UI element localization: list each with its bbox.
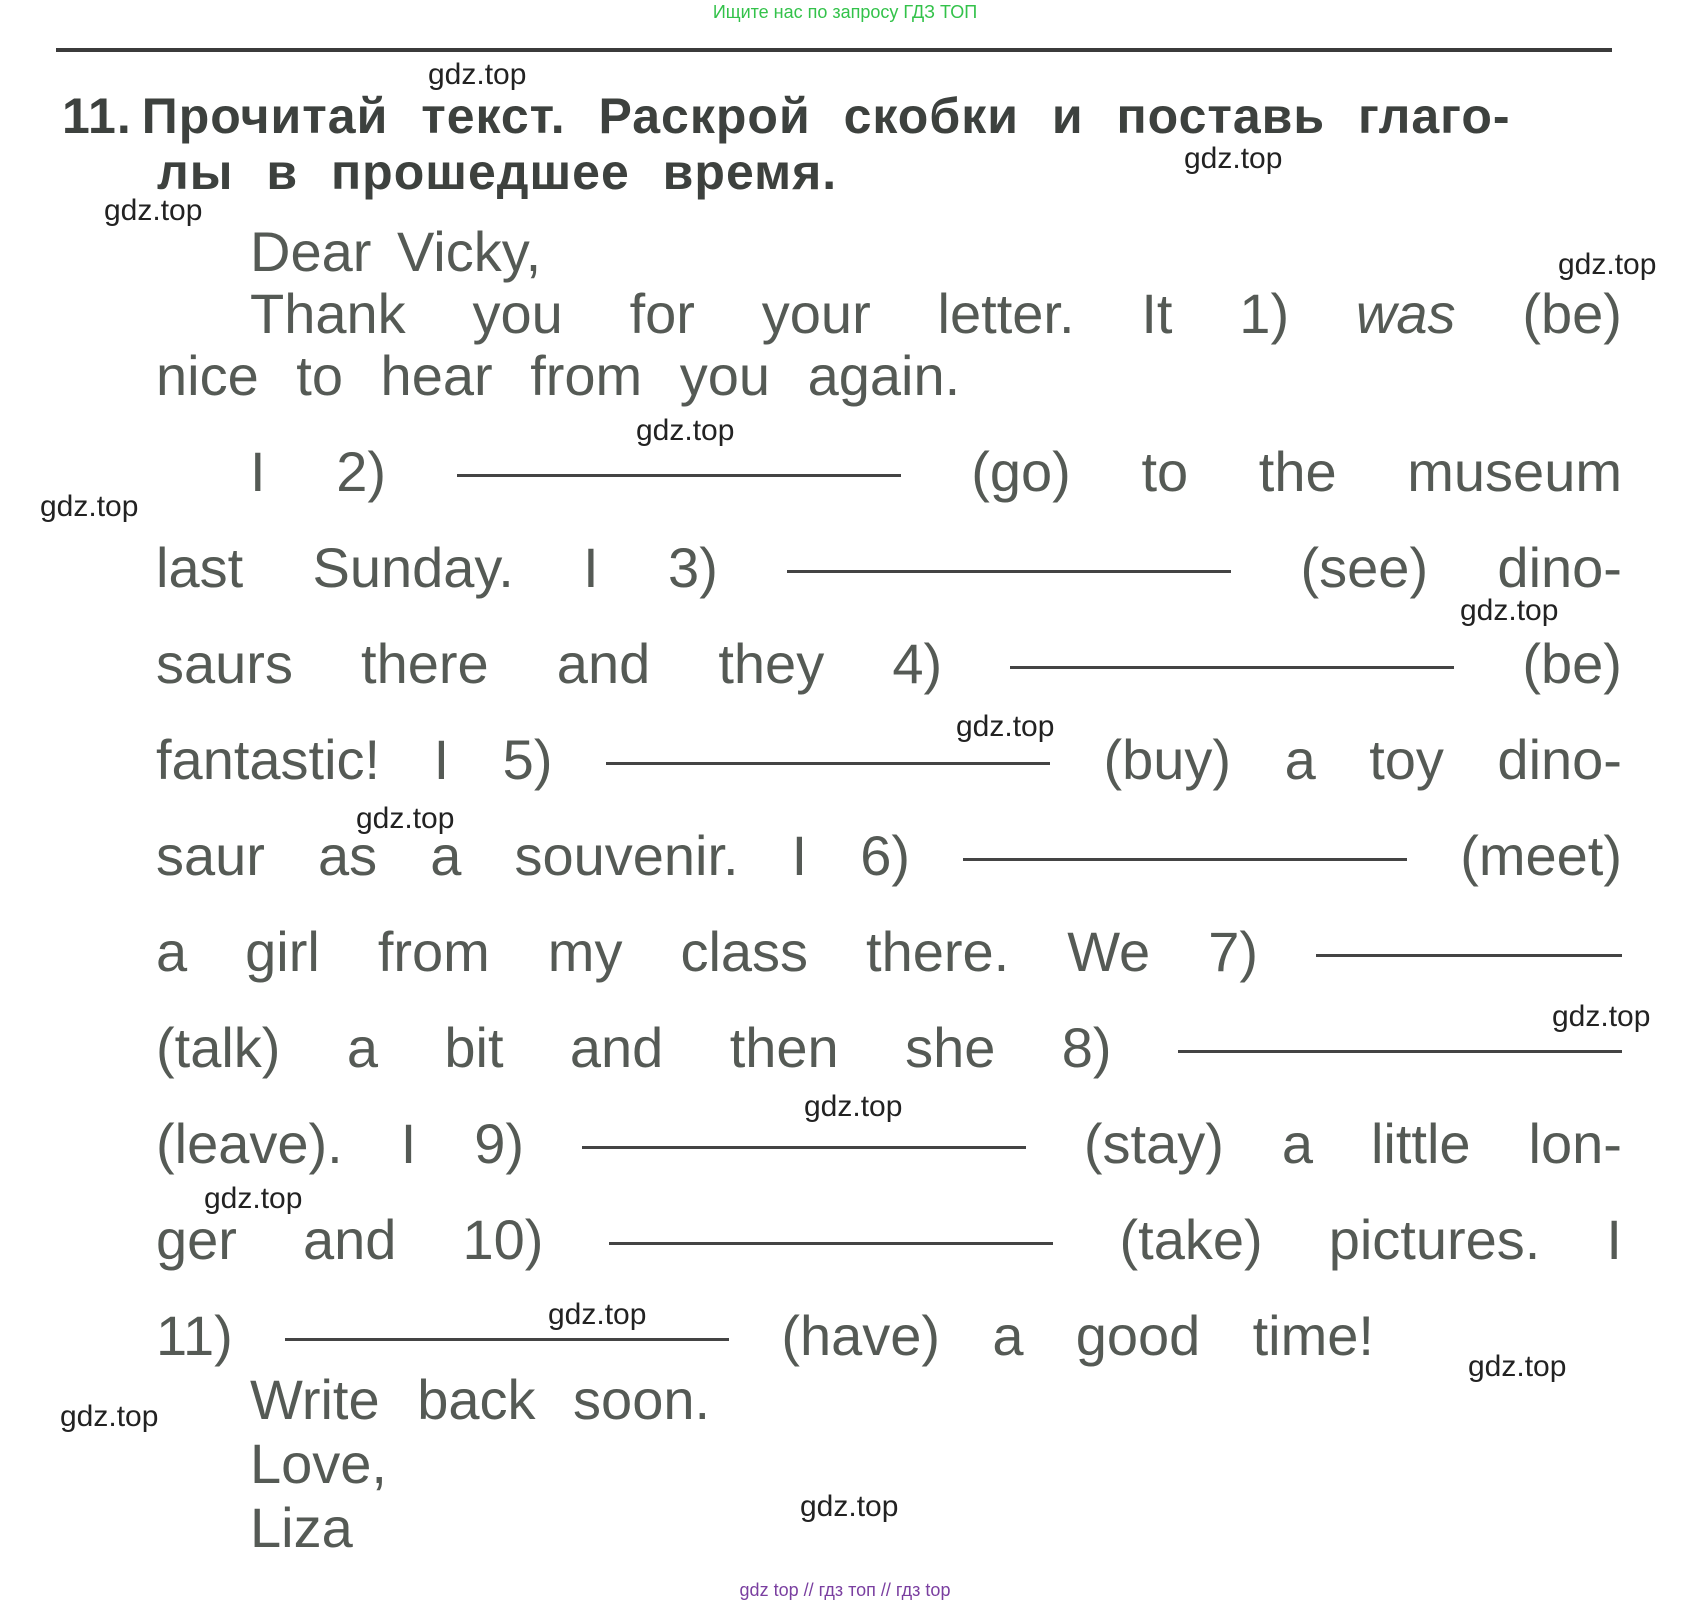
task-text-1: Прочитай текст. Раскрой скобки и поставь глаго- <box>141 88 1511 144</box>
watermark: gdz.top <box>204 1182 303 1215</box>
watermark: gdz.top <box>1460 594 1559 627</box>
letter-closing: Write back soon. <box>250 1368 711 1431</box>
answer-blank-10[interactable] <box>609 1238 1053 1245</box>
task-line-1 <box>62 88 1622 144</box>
word: she <box>905 1016 996 1079</box>
verb-hint: (see) <box>1300 536 1429 599</box>
verb-hint: (be) <box>1522 632 1622 695</box>
word: a <box>156 920 188 983</box>
word: class <box>680 920 809 983</box>
word: letter. <box>937 282 1075 345</box>
letter-line-1 <box>250 282 1622 346</box>
word: We <box>1067 920 1151 983</box>
verb-hint: (take) <box>1119 1208 1263 1271</box>
word: time! <box>1252 1304 1374 1367</box>
word: dino- <box>1497 728 1622 791</box>
word: the <box>1258 440 1337 503</box>
answer-blank-7[interactable] <box>1316 950 1622 957</box>
blank-number: 11) <box>156 1304 233 1367</box>
blank-number: 6) <box>860 824 911 887</box>
verb-hint: (talk) <box>156 1016 281 1079</box>
verb-hint: (meet) <box>1460 824 1622 887</box>
word: saurs <box>156 632 293 695</box>
word: lon- <box>1528 1112 1622 1175</box>
word: your <box>761 282 871 345</box>
letter-greeting: Dear Vicky, <box>250 220 542 283</box>
letter-line-6 <box>156 728 1622 792</box>
word: I <box>583 536 599 599</box>
word: saur <box>156 824 265 887</box>
answer-blank-3[interactable] <box>787 566 1231 573</box>
letter-line-11 <box>156 1208 1622 1272</box>
word: 1) <box>1239 282 1290 345</box>
word: there. <box>866 920 1010 983</box>
word: as <box>318 824 378 887</box>
word: a <box>1284 728 1316 791</box>
watermark: gdz.top <box>548 1298 647 1331</box>
word: fantastic! <box>156 728 381 791</box>
word: I <box>250 440 266 503</box>
task-line-2: лы в прошедшее время. <box>157 144 838 200</box>
word: museum <box>1407 440 1622 503</box>
letter-love: Love, <box>250 1432 387 1495</box>
answer-blank-11[interactable] <box>285 1334 729 1341</box>
word: pictures. <box>1328 1208 1541 1271</box>
verb-hint: (buy) <box>1103 728 1232 791</box>
answer-blank-5[interactable] <box>606 758 1050 765</box>
blank-number: 2) <box>336 440 386 503</box>
answer-blank-4[interactable] <box>1010 662 1454 669</box>
watermark: gdz.top <box>428 58 527 91</box>
word: Sunday. <box>312 536 514 599</box>
word: dino- <box>1497 536 1622 599</box>
blank-number: 4) <box>892 632 943 695</box>
watermark: gdz.top <box>1558 248 1657 281</box>
watermark: gdz.top <box>1468 1350 1567 1383</box>
word: and <box>302 1208 397 1271</box>
word: there <box>361 632 489 695</box>
blank-number: 9) <box>474 1112 524 1175</box>
word: I <box>1606 1208 1622 1271</box>
letter-line-9 <box>156 1016 1622 1080</box>
blank-number: 3) <box>668 536 718 599</box>
word: little <box>1370 1112 1471 1175</box>
blank-number: 5) <box>502 728 553 791</box>
word: you <box>472 282 563 345</box>
watermark: gdz.top <box>40 490 139 523</box>
letter-line-8 <box>156 920 1622 984</box>
header-note: Ищите нас по запросу ГДЗ ТОП <box>712 2 978 22</box>
footer-note: gdz top // гдз топ // гдз top <box>739 1580 951 1600</box>
word: souvenir. <box>514 824 739 887</box>
word: bit <box>444 1016 504 1079</box>
word: they <box>718 632 825 695</box>
word: a <box>430 824 462 887</box>
task-instruction <box>62 88 1622 200</box>
word: I <box>433 728 450 791</box>
word: last <box>156 536 244 599</box>
watermark: gdz.top <box>800 1490 899 1523</box>
word: ger <box>156 1208 237 1271</box>
word: and <box>569 1016 664 1079</box>
watermark: gdz.top <box>60 1400 159 1433</box>
watermark: gdz.top <box>1184 142 1283 175</box>
watermark: gdz.top <box>104 194 203 227</box>
letter-line-12 <box>156 1304 1374 1368</box>
word: It <box>1141 282 1173 345</box>
watermark: gdz.top <box>804 1090 903 1123</box>
letter-line-2: nice to hear from you again. <box>156 344 961 407</box>
word: I <box>400 1112 417 1175</box>
word: then <box>729 1016 839 1079</box>
answer-blank-2[interactable] <box>457 470 901 477</box>
blank-number: 7) <box>1208 920 1258 983</box>
word: I <box>791 824 808 887</box>
letter-line-4 <box>156 536 1622 600</box>
answer-blank-9[interactable] <box>582 1142 1026 1149</box>
top-rule <box>56 48 1612 52</box>
word: girl <box>245 920 320 983</box>
answer-blank-6[interactable] <box>963 854 1407 861</box>
watermark: gdz.top <box>636 414 735 447</box>
verb-hint: (have) <box>781 1304 941 1367</box>
word: (be) <box>1522 282 1622 345</box>
word: good <box>1075 1304 1201 1367</box>
word: from <box>377 920 490 983</box>
word: Thank <box>250 282 406 345</box>
word: my <box>547 920 623 983</box>
verb-hint: (leave). <box>156 1112 343 1175</box>
task-number: 11. <box>62 88 132 144</box>
watermark: gdz.top <box>956 710 1055 743</box>
answer-blank-8[interactable] <box>1178 1046 1622 1053</box>
letter-signature: Liza <box>250 1496 353 1559</box>
watermark: gdz.top <box>356 802 455 835</box>
verb-hint: (go) <box>971 440 1071 503</box>
word: and <box>556 632 651 695</box>
letter-line-3 <box>250 440 1622 504</box>
word: to <box>1141 440 1189 503</box>
blank-number: 8) <box>1061 1016 1112 1079</box>
letter-line-5 <box>156 632 1622 696</box>
word: a <box>346 1016 378 1079</box>
word: a <box>1281 1112 1314 1175</box>
verb-hint: (stay) <box>1083 1112 1224 1175</box>
word: for <box>629 282 695 345</box>
blank-number: 10) <box>462 1208 544 1271</box>
watermark: gdz.top <box>1552 1000 1651 1033</box>
example-answer: was <box>1355 282 1456 345</box>
word: a <box>992 1304 1024 1367</box>
word: toy <box>1369 728 1444 791</box>
